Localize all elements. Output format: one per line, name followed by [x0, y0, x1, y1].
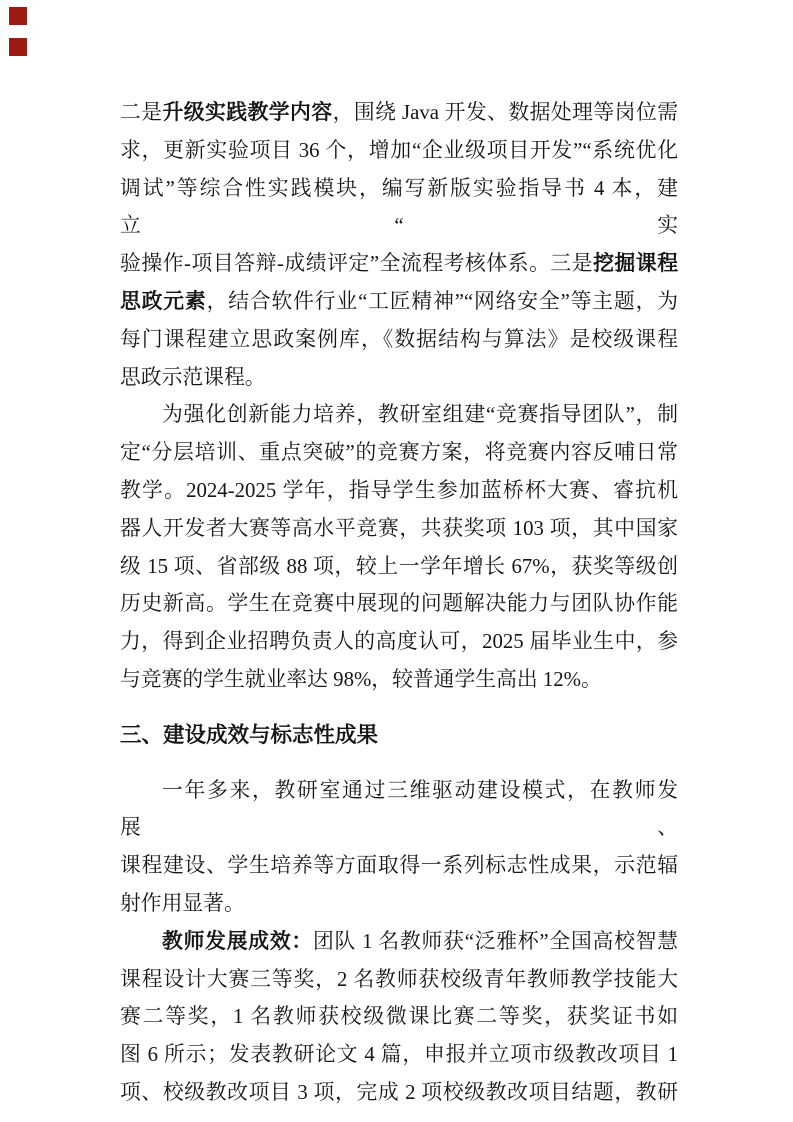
red-square-mark [9, 38, 27, 56]
text-line [120, 510, 678, 548]
text-line [120, 132, 678, 170]
text-run: 课程设计大赛三等奖，2 名教师获校级青年教师教学技能大 [120, 967, 678, 991]
text-line [120, 847, 678, 885]
text-line [120, 961, 678, 999]
text-run: 团队 1 名教师获“泛雅杯”全国高校智慧 [312, 929, 679, 953]
text-run: 每门课程建立思政案例库，《数据结构与算法》是校级课程 [120, 327, 678, 351]
text-run: 图 6 所示；发表教研论文 4 篇，申报并立项市级教改项目 1 [120, 1043, 678, 1067]
text-run: 定“分层培训、重点突破”的竞赛方案，将竞赛内容反哺日常 [120, 441, 678, 465]
text-run: 器人开发者大赛等高水平竞赛，共获奖项 103 项，其中国家 [120, 516, 678, 540]
text-line [120, 548, 678, 586]
text-line [120, 998, 678, 1036]
text-run: 为强化创新能力培养，教研室组建“竞赛指导团队”，制 [162, 403, 678, 427]
text-line [120, 585, 678, 623]
text-run: 课程建设、学生培养等方面取得一系列标志性成果，示范辐 [120, 854, 678, 878]
text-line [120, 661, 678, 699]
text-line [120, 283, 678, 321]
text-run: 教学。2024-2025 学年，指导学生参加蓝桥杯大赛、睿抗机 [120, 478, 678, 502]
text-line [120, 359, 678, 397]
text-run: 验操作-项目答辩-成绩评定”全流程考核体系。三是 [120, 252, 594, 276]
text-line [120, 472, 678, 510]
text-line [120, 923, 678, 961]
red-square-mark [9, 7, 27, 25]
text-run: 二是 [120, 101, 163, 124]
text-line [120, 396, 678, 434]
section-heading: 三、建设成效与标志性成果 [120, 722, 379, 747]
text-run: 射作用显著。 [120, 891, 245, 915]
text-run: 调试”等综合性实践模块，编写新版实验指导书 4 本，建立“实 [120, 176, 678, 238]
text-run: ，围绕 Java 开发、数据处理等岗位需 [332, 101, 678, 124]
document-body [120, 94, 678, 1112]
text-line [120, 1036, 678, 1074]
bold-text-run: 思政元素 [120, 289, 207, 313]
bold-text-run: 教师发展成效： [162, 929, 313, 953]
text-line [120, 1074, 678, 1112]
text-line [120, 321, 678, 359]
text-run: 求，更新实验项目 36 个，增加“企业级项目开发”“系统优化 [120, 138, 678, 162]
text-line [120, 245, 678, 283]
text-line [120, 170, 678, 246]
text-line [120, 772, 678, 848]
bold-text-run: 升级实践教学内容 [162, 101, 333, 124]
bold-text-run: 挖掘课程 [593, 252, 678, 276]
text-run: 级 15 项、省部级 88 项，较上一学年增长 67%，获奖等级创 [120, 554, 678, 578]
text-run: 项、校级教改项目 3 项，完成 2 项校级教改项目结题，教研 [120, 1080, 678, 1104]
text-run: 力，得到企业招聘负责人的高度认可，2025 届毕业生中，参 [120, 630, 678, 654]
text-run: 一年多来，教研室通过三维驱动建设模式，在教师发展、 [120, 778, 678, 840]
text-line [120, 885, 678, 923]
text-line [120, 94, 678, 132]
text-line [120, 623, 678, 661]
text-line [120, 434, 678, 472]
text-run: ，结合软件行业“工匠精神”“网络安全”等主题，为 [206, 289, 679, 313]
text-run: 历史新高。学生在竞赛中展现的问题解决能力与团队协作能 [120, 592, 678, 616]
text-run: 思政示范课程。 [120, 365, 266, 389]
text-run: 与竞赛的学生就业率达 98%，较普通学生高出 12%。 [120, 667, 602, 691]
text-run: 赛二等奖，1 名教师获校级微课比赛二等奖，获奖证书如 [120, 1005, 678, 1029]
